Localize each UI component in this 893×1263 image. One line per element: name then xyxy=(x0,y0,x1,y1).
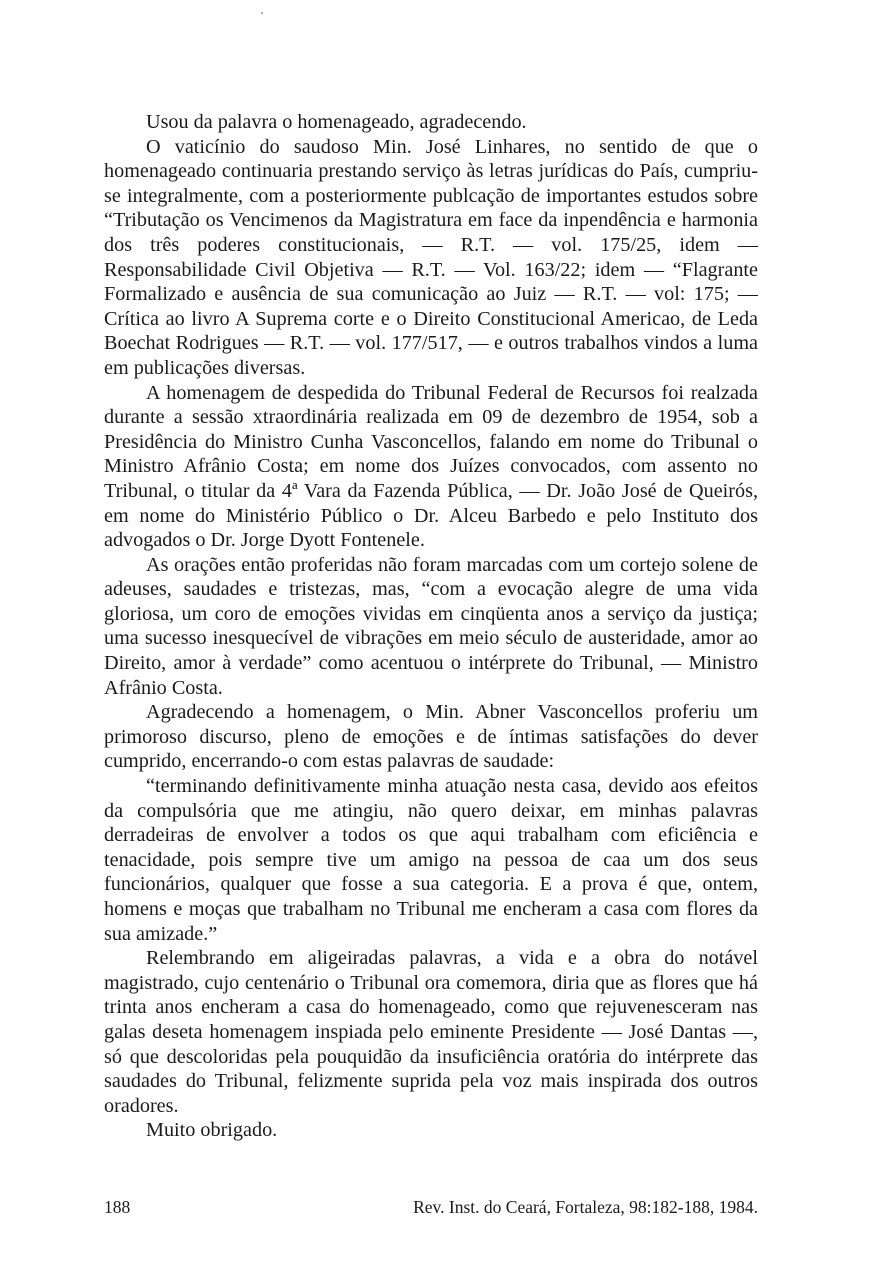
paragraph-vaticinio: O vaticínio do saudoso Min. José Linhares, no sentido de que o homenageado continuaria prestando serviço às letras jurídicas do País, cumpriu-se integralmente, com a posteriormente publcação de importantes estudos sobre “Tributação os Vencimenos da Magistratura em face da inpendência e harmonia dos três poderes constitucionais, — R.T. — vol. 175/25, idem — Responsabilidade Civil Objetiva — R.T. — Vol. 163/22; idem — “Flagrante Formalizado e ausência de sua comunicação ao Juiz — R.T. — vol: 175; — Crítica ao livro A Suprema corte e o Direito Constitucional Americao, de Leda Boechat Rodrigues — R.T. — vol. 177/517, — e outros trabalhos vindos a luma em publicações diversas. xyxy=(104,135,758,379)
paragraph-homenagem-despedida: A homenagem de despedida do Tribunal Federal de Recursos foi realzada durante a sessão xtraordinária realizada em 09 de dezembro de 1954, sob a Presidência do Ministro Cunha Vasconcellos, falando em nome do Tribunal o Ministro Afrânio Costa; em nome dos Juízes convocados, com assento no Tribunal, o titular da 4ª Vara da Fazenda Pública, — Dr. João José de Queirós, em nome do Ministério Público o Dr. Alceu Barbedo e pelo Instituto dos advogados o Dr. Jorge Dyott Fontenele. xyxy=(104,381,758,552)
page-number: 188 xyxy=(104,1197,131,1217)
body-text xyxy=(104,110,758,1143)
paragraph-agradecendo: Agradecendo a homenagem, o Min. Abner Vasconcellos proferiu um primoroso discurso, pleno de emoções e de íntimas satisfações do dever cumprido, encerrando-o com estas palavras de saudade: xyxy=(104,701,758,773)
paragraph-oracoes: As orações então proferidas não foram marcadas com um cortejo solene de adeuses, saudades e tristezas, mas, “com a evocação alegre de uma vida gloriosa, um coro de emoções vividas em cinqüenta anos a serviço da justiça; uma sucesso inesquecível de vibrações em meio século de austeridade, amor ao Direito, amor à verdade” como acentuou o intérprete do Tribunal, — Ministro Afrânio Costa. xyxy=(104,553,758,699)
paragraph-relembrando: Relembrando em aligeiradas palavras, a vida e a obra do notável magistrado, cujo centenário o Tribunal ora comemora, diria que as flores que há trinta anos encheram a casa do homenageado, como que rejuvenesceram nas galas deseta homenagem inspiada pelo eminente Presidente — José Dantas —, só que descoloridas pela pouquidão da insuficiência oratória do intérprete das saudades do Tribunal, felizmente suprida pela voz mais inspirada dos outros oradores. xyxy=(104,947,758,1117)
paragraph-thanks: Usou da palavra o homenageado, agradecendo. xyxy=(146,111,527,133)
page-footer xyxy=(104,1196,758,1218)
paragraph-quote: “terminando definitivamente minha atuação nesta casa, devido aos efeitos da compulsória que me atingiu, não quero deixar, em minhas palavras derradeiras de envolver a todos os que aqui trabalham com eficiência e tenacidade, pois sempre tive um amigo na pessoa de caa um dos seus funcionários, qualquer que fosse a sua categoria. E a prova é que, ontem, homens e moças que trabalham no Tribunal me encheram a casa com flores da sua amizade.” xyxy=(104,775,758,945)
scan-speck xyxy=(261,12,263,14)
journal-citation: Rev. Inst. do Ceará, Fortaleza, 98:182-188, 1984. xyxy=(413,1197,758,1217)
paragraph-closing: Muito obrigado. xyxy=(146,1119,278,1142)
